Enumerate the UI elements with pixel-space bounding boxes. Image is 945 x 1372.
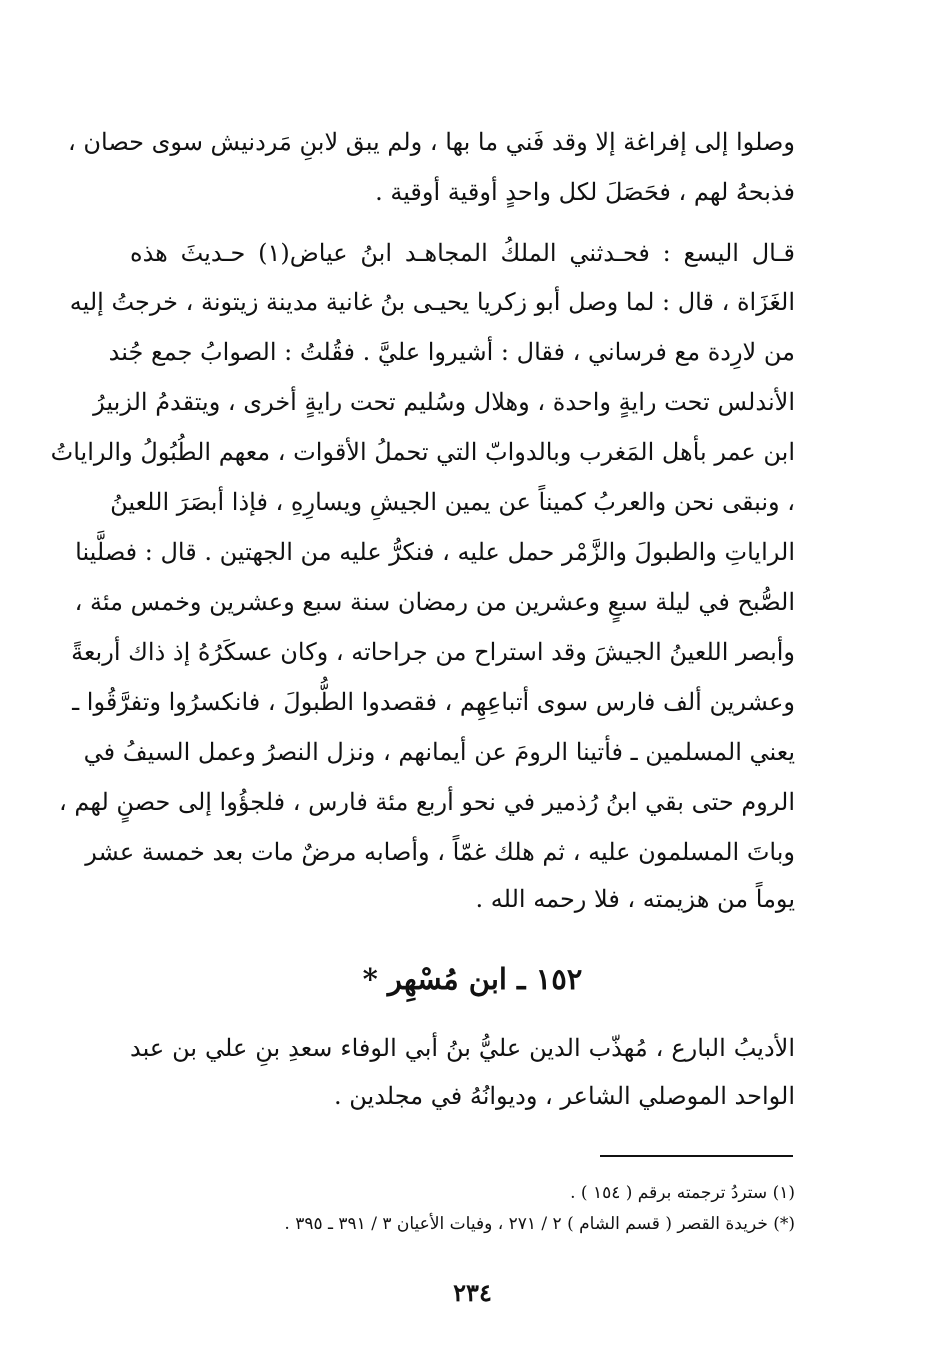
page-number: ٢٣٤ — [453, 1278, 492, 1307]
paragraph-2-line-7: الراياتِ والطبولَ والزَّمْر حمل عليه ، فنكرُّ عليه من الجهتين . قال : فصلَّينا — [75, 538, 795, 566]
paragraph-2-line-3: من لارِدة مع فرساني ، فقال : أشيروا عليَّ . فقُلتُ : الصوابُ جمع جُند — [108, 338, 795, 366]
paragraph-3-line-2: الواحد الموصلي الشاعر ، وديوانُهُ في مجلدين . — [334, 1082, 795, 1110]
paragraph-2-line-5: ابن عمر بأهل المَغرب وبالدوابّ التي تحملُ الأقوات ، معهم الطُبُولُ والراياتُ — [50, 438, 795, 466]
footnote-separator — [600, 1155, 793, 1157]
paragraph-2-line-14: يوماً من هزيمته ، فلا رحمه الله . — [475, 885, 795, 913]
paragraph-2-line-8: الصُّبح في ليلة سبعٍ وعشرين من رمضان سنة سبع وعشرين وخمس مئة ، — [74, 588, 795, 616]
paragraph-2-line-6: ، ونبقى نحن والعربُ كميناً عن يمين الجيشِ ويسارِهِ ، فإذا أبصَرَ اللعينُ — [110, 488, 795, 516]
section-heading: ١٥٢ ـ ابن مُسْهِر * — [362, 962, 583, 996]
paragraph-2-line-2: الغَزَاة ، قال : لما وصل أبو زكريا يحيـى بنُ غانية مدينة زيتونة ، خرجتُ إليه — [69, 288, 795, 316]
paragraph-2-line-9: وأبصر اللعينُ الجيشَ وقد استراح من جراحاته ، وكان عسكَرُهُ إذ ذاك أربعةً — [71, 638, 795, 666]
paragraph-2-line-11: يعني المسلمين ـ فأتينا الرومَ عن أيمانهم ، ونزل النصرُ وعمل السيفُ في — [83, 738, 795, 766]
paragraph-2-line-4: الأندلس تحت رايةٍ واحدة ، وهلال وسُليم تحت رايةٍ أخرى ، ويتقدمُ الزبيرُ — [93, 388, 795, 416]
paragraph-2-line-13: وباتَ المسلمون عليه ، ثم هلك غمّاً ، وأصابه مرضٌ مات بعد خمسة عشر — [85, 838, 795, 866]
paragraph-1-line-1: وصلوا إلى إفراغة إلا وقد فَني ما بها ، ولم يبق لابنِ مَردنيش سوى حصان ، — [68, 128, 795, 156]
paragraph-2-line-10: وعشرين ألف فارس سوى أتباعِهِم ، فقصدوا الطُّبولَ ، فانكسرُوا وتفرَّقُوا ـ — [72, 688, 795, 716]
paragraph-2-line-12: الروم حتى بقي ابنُ رُذمير في نحو أربع مئة فارس ، فلجؤُوا إلى حصنٍ لهم ، — [59, 788, 795, 816]
paragraph-3-line-1: الأديبُ البارع ، مُهذّب الدين عليُّ بنُ أبي الوفاء سعدِ بنِ علي بن عبد — [130, 1034, 795, 1062]
paragraph-1-line-2: فذبحهُ لهم ، فحَصَلَ لكل واحدٍ أوقية أوقية . — [375, 178, 795, 206]
paragraph-2-line-1: قـال اليسع : فحـدثني الملكُ المجاهـد ابنُ عياض(١) حـديثَ هذه — [130, 239, 795, 267]
footnote-1: (١) ستردُ ترجمته برقم ( ١٥٤ ) . — [570, 1183, 795, 1203]
footnote-2: (*) خريدة القصر ( قسم الشام ) ٢ / ٢٧١ ، وفيات الأعيان ٣ / ٣٩١ ـ ٣٩٥ . — [284, 1214, 795, 1234]
